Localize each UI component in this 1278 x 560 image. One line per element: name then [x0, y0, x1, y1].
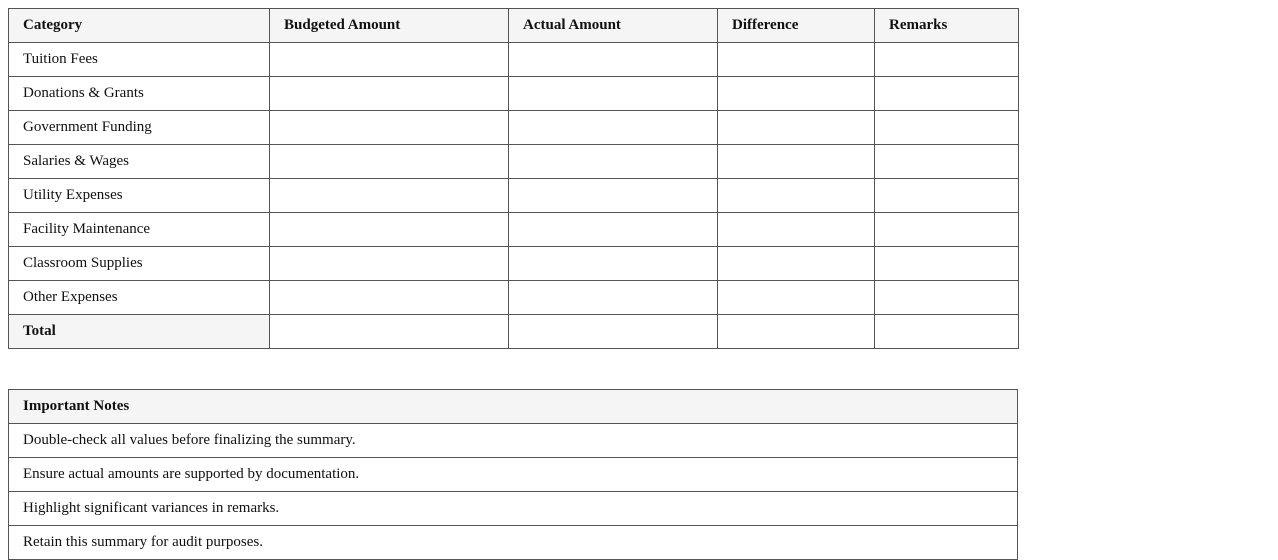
value-cell[interactable] [509, 281, 718, 315]
value-cell[interactable] [875, 179, 1019, 213]
category-cell: Salaries & Wages [9, 145, 270, 179]
category-cell: Utility Expenses [9, 179, 270, 213]
note-text: Retain this summary for audit purposes. [9, 526, 1018, 560]
value-cell[interactable] [509, 179, 718, 213]
value-cell[interactable] [270, 77, 509, 111]
value-cell[interactable] [270, 281, 509, 315]
category-cell: Classroom Supplies [9, 247, 270, 281]
value-cell[interactable] [718, 281, 875, 315]
category-cell: Tuition Fees [9, 43, 270, 77]
important-notes-table [8, 389, 1018, 560]
value-cell[interactable] [718, 213, 875, 247]
value-cell[interactable] [875, 281, 1019, 315]
header-actual-amount: Actual Amount [509, 9, 718, 43]
value-cell[interactable] [875, 213, 1019, 247]
note-text: Highlight significant variances in remarks. [9, 492, 1018, 526]
value-cell[interactable] [718, 111, 875, 145]
category-cell: Government Funding [9, 111, 270, 145]
value-cell[interactable] [509, 77, 718, 111]
total-row [9, 315, 1019, 349]
category-cell: Facility Maintenance [9, 213, 270, 247]
value-cell[interactable] [509, 145, 718, 179]
header-row [9, 9, 1019, 43]
table-row [9, 213, 1019, 247]
note-row [9, 492, 1018, 526]
total-value-cell[interactable] [509, 315, 718, 349]
value-cell[interactable] [509, 213, 718, 247]
value-cell[interactable] [875, 145, 1019, 179]
value-cell[interactable] [875, 111, 1019, 145]
value-cell[interactable] [718, 77, 875, 111]
table-row [9, 179, 1019, 213]
value-cell[interactable] [509, 247, 718, 281]
note-text: Double-check all values before finalizing the summary. [9, 424, 1018, 458]
category-cell: Donations & Grants [9, 77, 270, 111]
value-cell[interactable] [270, 111, 509, 145]
note-row [9, 424, 1018, 458]
total-value-cell[interactable] [718, 315, 875, 349]
value-cell[interactable] [875, 247, 1019, 281]
note-row [9, 526, 1018, 560]
budget-summary-table [8, 8, 1019, 349]
value-cell[interactable] [875, 43, 1019, 77]
value-cell[interactable] [270, 43, 509, 77]
value-cell[interactable] [718, 43, 875, 77]
header-budgeted-amount: Budgeted Amount [270, 9, 509, 43]
category-cell: Other Expenses [9, 281, 270, 315]
table-row [9, 77, 1019, 111]
value-cell[interactable] [718, 247, 875, 281]
table-row [9, 247, 1019, 281]
total-value-cell[interactable] [270, 315, 509, 349]
value-cell[interactable] [270, 247, 509, 281]
header-category: Category [9, 9, 270, 43]
value-cell[interactable] [509, 111, 718, 145]
value-cell[interactable] [875, 77, 1019, 111]
value-cell[interactable] [718, 179, 875, 213]
value-cell[interactable] [718, 145, 875, 179]
table-row [9, 111, 1019, 145]
value-cell[interactable] [270, 213, 509, 247]
note-row [9, 458, 1018, 492]
note-text: Ensure actual amounts are supported by documentation. [9, 458, 1018, 492]
table-row [9, 43, 1019, 77]
header-difference: Difference [718, 9, 875, 43]
total-label: Total [9, 315, 270, 349]
value-cell[interactable] [270, 145, 509, 179]
value-cell[interactable] [509, 43, 718, 77]
table-row [9, 145, 1019, 179]
notes-header: Important Notes [9, 390, 1018, 424]
header-remarks: Remarks [875, 9, 1019, 43]
table-row [9, 281, 1019, 315]
total-value-cell[interactable] [875, 315, 1019, 349]
value-cell[interactable] [270, 179, 509, 213]
